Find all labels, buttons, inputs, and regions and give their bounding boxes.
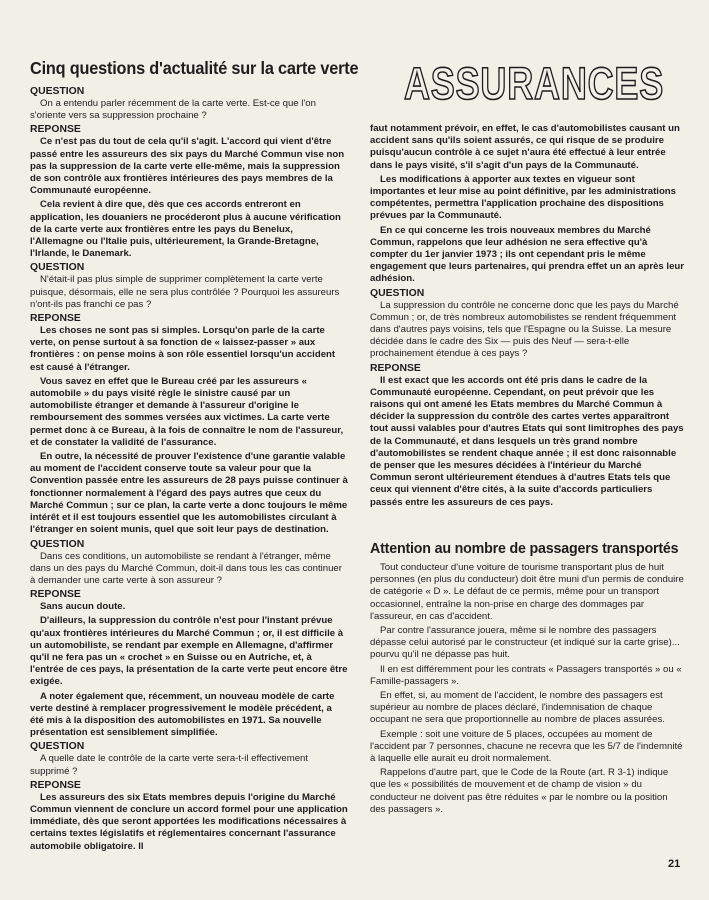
article-paragraph: Il en est différemment pour les contrats « Passagers transportés » ou « Famille-passagers ». xyxy=(370,663,682,687)
question-4: A quelle date le contrôle de la carte verte sera-t-il effectivement supprimé ? xyxy=(30,753,309,777)
article-paragraph: Rappelons d'autre part, que le Code de la Route (art. R 3-1) indique que les « possibilités de mouvement et de champ de vision » du conducteur ne doivent pas être réduites « par le nombre ou la position des passagers ». xyxy=(370,767,669,815)
question-label: QUESTION xyxy=(30,86,85,97)
page-number: 21 xyxy=(668,858,681,870)
article-paragraph: En effet, si, au moment de l'accident, le nombre des passagers est supérieur au nombre de places déclaré, l'indemnisation de chaque occupant ne sera que proportionnelle au nombre de places assurées. xyxy=(370,690,665,726)
article-paragraph: Par contre l'assurance jouera, même si le nombre des passagers dépasse celui autorisé par le constructeur (et indiqué sur la carte grise)... pourvu qu'il ne dépasse pas huit. xyxy=(370,625,680,661)
question-1: On a entendu parler récemment de la carte verte. Est-ce que l'on s'oriente vers sa suppression prochaine ? xyxy=(30,98,316,122)
article-subheading: Attention au nombre de passagers transportés xyxy=(370,540,679,557)
answer-3-paragraph: A noter également que, récemment, un nouveau modèle de carte verte destiné à remplacer progressivement le modèle précédent, a été mis à la disposition des automobilistes en 1971. Sa nouvelle présentation est sensiblement simplifiée. xyxy=(30,690,335,739)
answer-2-paragraph: Les choses ne sont pas si simples. Lorsqu'on parle de la carte verte, on pense surtout à sa fonction de « laissez-passer » aux frontières : on pense moins à son rôle essentiel lorsqu'un accident est causé à l'étranger. xyxy=(30,325,336,373)
question-3: Dans ces conditions, un automobiliste se rendant à l'étranger, même dans un des pays du Marché Commun, doit-il dans tous les cas continuer à demander une carte verte à son assureur ? xyxy=(30,550,342,586)
page-headline: Cinq questions d'actualité sur la carte verte xyxy=(30,58,359,78)
answer-2-paragraph: Vous savez en effet que le Bureau créé par les assureurs « automobile » du pays visité règle le sinistre causé par un automobiliste étranger et demande à l'assureur d'origine le remboursement des sommes versées aux victimes. La carte verte permet donc à ce Bureau, à la fois de connaître le nom de l'assureur, et de constater la validité de l'assurance. xyxy=(30,375,344,448)
answer-4-continued: faut notamment prévoir, en effet, le cas d'automobilistes causant un accident sans qu'ils soient assurés, ce qui risque de se produire puisqu'aucun contrôle à ce sujet n'aura été effectué à leur entrée dans le pays visité, s'il s'agit d'un pays de la Communauté. xyxy=(370,123,680,171)
article-paragraph: Exemple : soit une voiture de 5 places, occupées au moment de l'accident par 7 personnes, chacune ne recevra que les 5/7 de l'indemnité à laquelle elle aurait eu droit normalement. xyxy=(370,728,683,765)
article-paragraph: Tout conducteur d'une voiture de tourisme transportant plus de huit personnes (en plus du conducteur) doit être muni d'un permis de conduire de catégorie « D ». Le défaut de ce permis, même pour un transport occasionnel, entraîne la non-prise en charge des dommages par l'assureur, en cas d'accident. xyxy=(370,562,684,622)
question-label: QUESTION xyxy=(30,538,85,550)
reponse-label: REPONSE xyxy=(370,362,421,374)
answer-1-paragraph: Ce n'est pas du tout de cela qu'il s'agit. L'accord qui vient d'être passé entre les assureurs des six pays du Marché Commun vise non pas la suppression de la carte verte elle-même, mais la suppression de son contrôle aux frontières intérieures des pays membres de la Communauté européenne. xyxy=(30,136,345,197)
answer-5: Il est exact que les accords ont été pris dans le cadre de la Communauté européenne. Cependant, on peut prévoir que les raisons qui ont amené les Etats membres du Marché Commun à décider la suppression du contrôle des cartes vertes apparaîtront tout aussi valables pour d'autres Etats qui sont limitrophes des pays de la Communauté, et dans lesquels un très grand nombre d'automobilistes se rendent chaque année ; il est donc raisonnable de penser que les mesures décidées à l'intérieur du Marché Commun seront ultérieurement étendues à d'autres Etats tels que ceux qui viennent d'être cités, à la suite d'accords particuliers passés entre les assureurs de ces pays. xyxy=(370,374,684,508)
question-label: QUESTION xyxy=(30,262,85,274)
reponse-label: REPONSE xyxy=(30,779,81,791)
left-column xyxy=(30,86,348,855)
answer-4-paragraph: Les assureurs des six Etats membres depuis l'origine du Marché Commun viennent de conclure un accord formel pour une application immédiate, dès que seront apportées les modifications nécessaires à certains textes législatifs et réglementaires concernant l'assurance automobile obligatoire. Il xyxy=(30,791,348,852)
question-2: N'était-il pas plus simple de supprimer complètement la carte verte puisque, désormais, elle ne sera plus contrôlée ? Pourquoi les assureurs n'ont-ils pas franchi ce pas ? xyxy=(30,274,340,310)
answer-3-paragraph: D'ailleurs, la suppression du contrôle n'est pour l'instant prévue qu'aux frontières intérieures du Marché Commun ; or, il est difficile à un automobiliste, se rendant par exemple en Allemagne, d'affirmer qu'il ne fera pas un « crochet » en Suisse ou en Autriche, et, à l'entrée de ces pays, la présentation de la carte verte peut encore être exigée. xyxy=(30,615,348,688)
reponse-label: REPONSE xyxy=(30,313,81,325)
answer-4-paragraph: Les modifications à apporter aux textes en vigueur sont importantes et leur mise au point définitive, par les administrations compétentes, permettra l'application prochaine des dispositions prévues par la Communauté. xyxy=(370,173,677,222)
passengers-article xyxy=(370,562,684,818)
reponse-label: REPONSE xyxy=(30,124,81,136)
section-logo-assurances: ASSURANCES xyxy=(404,58,665,109)
answer-4-paragraph: En ce qui concerne les trois nouveaux membres du Marché Commun, rappelons que leur adhésion ne sera effective qu'à compter du 1er janvier 1973 ; ils ont cependant pris le même engagement que leurs partenaires, qui prendra effet un an après leur adhésion. xyxy=(370,224,685,285)
answer-2-paragraph: En outre, la nécessité de prouver l'existence d'une garantie valable au moment de l'accident conserve toute sa valeur pour que la Convention passée entre les assureurs de 28 pays puisse continuer à fonctionner normalement à l'égard des pays autres que ceux du Marché Commun ; sur ce plan, la carte verte a donc toujours le même intérêt et il est toujours essentiel que les automobilistes circulant à l'étranger en soient munis, quel que soit leur pays de destination. xyxy=(30,451,348,536)
answer-3-paragraph: Sans aucun doute. xyxy=(40,601,126,613)
question-label: QUESTION xyxy=(370,287,425,299)
question-label: QUESTION xyxy=(30,741,85,753)
right-column xyxy=(370,123,684,511)
reponse-label: REPONSE xyxy=(30,589,81,601)
answer-1-paragraph: Cela revient à dire que, dès que ces accords entreront en application, les douaniers ne procéderont plus à aucune vérification de la carte verte aux frontières entre les pays du Benelux, l'Allemagne ou l'Italie puis, ultérieurement, la Grande-Bretagne, l'Irlande, le Danemark. xyxy=(30,199,341,260)
question-5: La suppression du contrôle ne concerne donc que les pays du Marché Commun ; or, de très nombreux automobilistes se rendent fréquemment dans d'autres pays voisins, tels que l'Espagne ou la Suisse. La mesure décidée dans le cadre des Six — puis des Neuf — sera-t-elle prochainement étendue à ces pays ? xyxy=(370,299,679,360)
